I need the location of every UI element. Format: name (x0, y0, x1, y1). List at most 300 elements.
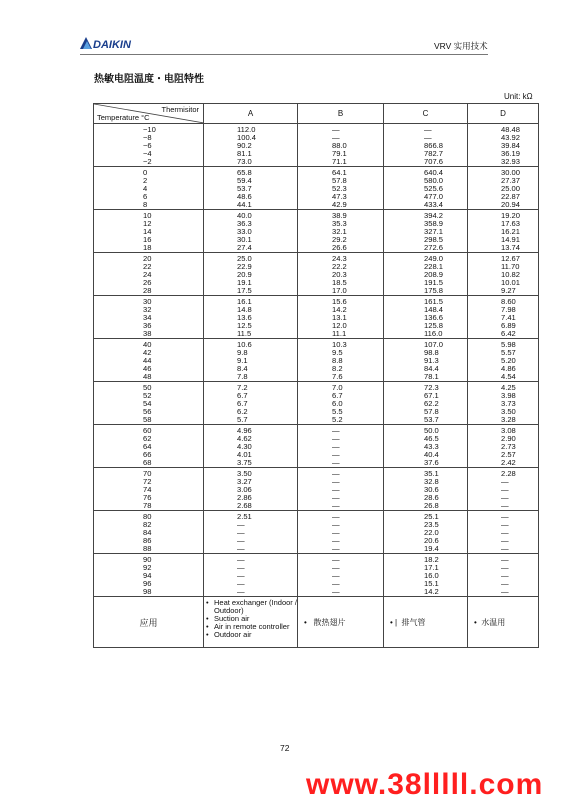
value-cell-c (384, 210, 468, 253)
value-list (94, 554, 203, 596)
value-cell-a (204, 468, 298, 511)
resistance-value: 84.4 (424, 364, 439, 373)
resistance-value: 32.1 (332, 227, 347, 236)
table-row (94, 210, 539, 253)
resistance-value: 2.73 (501, 442, 516, 451)
temperature-value: 48 (143, 372, 152, 381)
resistance-value: 228.1 (424, 262, 444, 271)
resistance-value: — (501, 544, 509, 553)
resistance-value: 161.5 (424, 297, 444, 306)
value-list (204, 296, 297, 338)
value-list (94, 339, 203, 381)
value-cell-a (204, 382, 298, 425)
value-cell-c (384, 167, 468, 210)
resistance-value: 394.2 (424, 211, 444, 220)
resistance-value: — (501, 477, 509, 486)
value-list (94, 511, 203, 553)
value-list (384, 511, 467, 553)
resistance-value: 707.6 (424, 157, 444, 166)
temperature-value: 14 (143, 227, 152, 236)
resistance-value: 40.4 (424, 450, 439, 459)
application-a-item: • Air in remote controller (206, 623, 297, 631)
application-d-text: 水温用 (481, 617, 506, 627)
resistance-value: 53.7 (424, 415, 439, 424)
resistance-value: 29.2 (332, 235, 347, 244)
value-list (384, 167, 467, 209)
value-list (298, 339, 383, 381)
temperature-value: 40 (143, 340, 152, 349)
value-list (204, 339, 297, 381)
resistance-value: 79.1 (332, 149, 347, 158)
value-list (384, 253, 467, 295)
resistance-value: 14.8 (237, 305, 252, 314)
resistance-value: 14.2 (332, 305, 347, 314)
value-list (298, 253, 383, 295)
resistance-value: — (501, 485, 509, 494)
resistance-value: 100.4 (237, 133, 257, 142)
resistance-value: — (332, 442, 340, 451)
value-cell-d (468, 382, 539, 425)
resistance-value: 19.4 (424, 544, 439, 553)
value-list (298, 554, 383, 596)
value-cell-d (468, 210, 539, 253)
value-list (204, 554, 297, 596)
temperature-value: 82 (143, 520, 152, 529)
temperature-cell (94, 296, 204, 339)
resistance-value: 640.4 (424, 168, 444, 177)
resistance-value: 57.8 (424, 407, 439, 416)
resistance-value: 8.60 (501, 297, 516, 306)
resistance-value: 3.06 (237, 485, 252, 494)
temperature-value: 44 (143, 356, 152, 365)
resistance-value: 17.5 (237, 286, 252, 295)
value-list (94, 210, 203, 252)
value-cell-c (384, 296, 468, 339)
resistance-value: 30.00 (501, 168, 521, 177)
temperature-value: 88 (143, 544, 152, 553)
value-cell-c (384, 425, 468, 468)
temperature-cell (94, 468, 204, 511)
resistance-value: 3.75 (237, 458, 252, 467)
value-list (94, 124, 203, 166)
value-cell-b (298, 253, 384, 296)
value-list (298, 425, 383, 467)
value-list (298, 296, 383, 338)
resistance-value: 866.8 (424, 141, 444, 150)
resistance-value: 30.6 (424, 485, 439, 494)
resistance-value: 33.0 (237, 227, 252, 236)
resistance-value: 52.3 (332, 184, 347, 193)
resistance-value: 2.42 (501, 458, 516, 467)
resistance-value: 148.4 (424, 305, 444, 314)
resistance-value: 8.2 (332, 364, 343, 373)
resistance-value: — (332, 485, 340, 494)
resistance-value: 3.27 (237, 477, 252, 486)
value-cell-c (384, 511, 468, 554)
resistance-value: 20.9 (237, 270, 252, 279)
value-list (468, 210, 538, 252)
resistance-value: 18.2 (424, 555, 439, 564)
resistance-value: — (332, 458, 340, 467)
temperature-value: 18 (143, 243, 152, 252)
temperature-value: 64 (143, 442, 152, 451)
temperature-value: 6 (143, 192, 148, 201)
resistance-value: 272.6 (424, 243, 444, 252)
resistance-value: 59.4 (237, 176, 252, 185)
value-list (468, 425, 538, 467)
table-row (94, 425, 539, 468)
temperature-cell (94, 253, 204, 296)
resistance-value: 10.82 (501, 270, 521, 279)
temperature-value: 8 (143, 200, 148, 209)
temperature-cell (94, 511, 204, 554)
resistance-value: 249.0 (424, 254, 444, 263)
temperature-value: 92 (143, 563, 152, 572)
temperature-value: 34 (143, 313, 152, 322)
resistance-value: — (424, 133, 432, 142)
resistance-value: 71.1 (332, 157, 347, 166)
resistance-value: 16.1 (237, 297, 252, 306)
resistance-value: 40.0 (237, 211, 252, 220)
resistance-value: — (501, 512, 509, 521)
temperature-value: 84 (143, 528, 152, 537)
resistance-value: 358.9 (424, 219, 444, 228)
value-cell-c (384, 382, 468, 425)
temperature-value: 24 (143, 270, 152, 279)
resistance-value: 22.9 (237, 262, 252, 271)
resistance-value: 7.6 (332, 372, 343, 381)
value-cell-d (468, 167, 539, 210)
temperature-value: 86 (143, 536, 152, 545)
value-list (94, 425, 203, 467)
value-list (298, 468, 383, 510)
value-list (204, 210, 297, 252)
value-list (384, 425, 467, 467)
value-list (298, 511, 383, 553)
value-cell-a (204, 554, 298, 597)
resistance-value: — (237, 520, 245, 529)
resistance-value: 2.28 (501, 469, 516, 478)
resistance-value: 4.96 (237, 426, 252, 435)
application-c-text: 排气管 (401, 617, 426, 627)
temperature-value: 70 (143, 469, 152, 478)
resistance-value: 14.2 (424, 587, 439, 596)
value-cell-d (468, 425, 539, 468)
value-list (94, 468, 203, 510)
resistance-value: 107.0 (424, 340, 444, 349)
resistance-value: 57.8 (332, 176, 347, 185)
resistance-value: — (501, 579, 509, 588)
resistance-value: 26.8 (424, 501, 439, 510)
application-d: • 水温用 (468, 597, 539, 648)
value-list (204, 511, 297, 553)
temperature-cell (94, 425, 204, 468)
table-row (94, 296, 539, 339)
resistance-value: 7.2 (237, 383, 248, 392)
temperature-value: 98 (143, 587, 152, 596)
resistance-value: 7.8 (237, 372, 248, 381)
temperature-value: 36 (143, 321, 152, 330)
value-list (468, 296, 538, 338)
temperature-cell (94, 124, 204, 167)
resistance-value: — (332, 125, 340, 134)
resistance-value: 37.6 (424, 458, 439, 467)
value-cell-d (468, 554, 539, 597)
resistance-value: 22.87 (501, 192, 521, 201)
resistance-value: 91.3 (424, 356, 439, 365)
value-list (468, 167, 538, 209)
resistance-value: — (501, 587, 509, 596)
value-cell-b (298, 339, 384, 382)
application-c: • | 排气管 (384, 597, 468, 648)
resistance-value: 2.57 (501, 450, 516, 459)
resistance-value: — (237, 571, 245, 580)
resistance-value: 42.9 (332, 200, 347, 209)
temperature-cell (94, 167, 204, 210)
application-b: • 散热翅片 (298, 597, 384, 648)
temperature-value: −10 (143, 125, 156, 134)
resistance-value: 81.1 (237, 149, 252, 158)
resistance-value: — (332, 563, 340, 572)
value-list (204, 124, 297, 166)
value-cell-c (384, 554, 468, 597)
resistance-value: 175.8 (424, 286, 444, 295)
resistance-value: — (237, 536, 245, 545)
unit-label: Unit: kΩ (504, 92, 533, 101)
resistance-value: — (501, 563, 509, 572)
resistance-value: 50.0 (424, 426, 439, 435)
resistance-value: 47.3 (332, 192, 347, 201)
temperature-value: 76 (143, 493, 152, 502)
temperature-value: 46 (143, 364, 152, 373)
value-list (298, 210, 383, 252)
temperature-value: 30 (143, 297, 152, 306)
resistance-value: 3.98 (501, 391, 516, 400)
resistance-value: 6.7 (332, 391, 343, 400)
temperature-value: 52 (143, 391, 152, 400)
value-list (94, 382, 203, 424)
application-a (204, 597, 298, 648)
resistance-value: — (501, 536, 509, 545)
temperature-value: 12 (143, 219, 152, 228)
resistance-value: 5.98 (501, 340, 516, 349)
resistance-value: 7.41 (501, 313, 516, 322)
temperature-value: 68 (143, 458, 152, 467)
value-cell-d (468, 468, 539, 511)
resistance-value: 53.7 (237, 184, 252, 193)
application-a-list (206, 599, 297, 639)
resistance-value: 32.93 (501, 157, 521, 166)
temperature-value: 0 (143, 168, 148, 177)
column-header-b: B (298, 104, 384, 124)
temperature-value: 2 (143, 176, 148, 185)
value-cell-b (298, 296, 384, 339)
resistance-value: 125.8 (424, 321, 444, 330)
application-a-item: • Suction air (206, 615, 297, 623)
resistance-value: — (332, 536, 340, 545)
resistance-value: — (332, 493, 340, 502)
resistance-value: 12.67 (501, 254, 521, 263)
value-cell-a (204, 210, 298, 253)
temperature-value: 50 (143, 383, 152, 392)
resistance-value: 98.8 (424, 348, 439, 357)
resistance-value: 208.9 (424, 270, 444, 279)
resistance-value: 20.6 (424, 536, 439, 545)
resistance-value: — (332, 520, 340, 529)
resistance-value: — (332, 434, 340, 443)
table-row (94, 468, 539, 511)
resistance-value: — (424, 125, 432, 134)
resistance-value: 782.7 (424, 149, 444, 158)
value-cell-c (384, 339, 468, 382)
resistance-value: 191.5 (424, 278, 444, 287)
resistance-value: 112.0 (237, 125, 256, 134)
resistance-value: 17.1 (424, 563, 439, 572)
resistance-value: 43.3 (424, 442, 439, 451)
resistance-value: 5.2 (332, 415, 343, 424)
resistance-value: 9.1 (237, 356, 248, 365)
resistance-value: — (501, 520, 509, 529)
resistance-value: — (332, 587, 340, 596)
resistance-value: 3.73 (501, 399, 516, 408)
resistance-value: 20.94 (501, 200, 521, 209)
temperature-cell (94, 554, 204, 597)
resistance-value: 433.4 (424, 200, 444, 209)
value-cell-c (384, 253, 468, 296)
column-header-d: D (468, 104, 539, 124)
resistance-value: 4.54 (501, 372, 516, 381)
value-list (384, 210, 467, 252)
resistance-value: 62.2 (424, 399, 439, 408)
application-b-text: 散热翅片 (313, 617, 346, 627)
value-cell-a (204, 339, 298, 382)
temperature-value: 42 (143, 348, 152, 357)
resistance-value: 22.2 (332, 262, 347, 271)
resistance-value: — (332, 426, 340, 435)
resistance-value: 6.89 (501, 321, 516, 330)
resistance-value: 16.0 (424, 571, 439, 580)
application-row (94, 597, 539, 648)
application-a-item: • Heat exchanger (Indoor / Outdoor) (206, 599, 297, 615)
temperature-value: 56 (143, 407, 152, 416)
temperature-value: 90 (143, 555, 152, 564)
resistance-value: 11.1 (332, 329, 347, 338)
temperature-value: 32 (143, 305, 152, 314)
resistance-value: 48.6 (237, 192, 252, 201)
resistance-value: — (332, 528, 340, 537)
resistance-value: 27.37 (501, 176, 521, 185)
resistance-value: 13.6 (237, 313, 252, 322)
resistance-value: — (332, 450, 340, 459)
value-cell-d (468, 339, 539, 382)
resistance-value: 3.28 (501, 415, 516, 424)
value-list (204, 167, 297, 209)
resistance-value: 136.6 (424, 313, 444, 322)
resistance-value: 6.0 (332, 399, 343, 408)
value-list (468, 253, 538, 295)
resistance-value: 327.1 (424, 227, 444, 236)
resistance-value: — (237, 555, 245, 564)
table-row (94, 253, 539, 296)
column-header-a: A (204, 104, 298, 124)
value-list (468, 339, 538, 381)
resistance-value: — (332, 501, 340, 510)
value-list (468, 382, 538, 424)
resistance-value: 13.1 (332, 313, 347, 322)
resistance-value: 7.98 (501, 305, 516, 314)
value-cell-c (384, 124, 468, 167)
resistance-value: 298.5 (424, 235, 444, 244)
resistance-value: 11.70 (501, 262, 520, 271)
table-row (94, 382, 539, 425)
value-list (298, 382, 383, 424)
resistance-value: 35.1 (424, 469, 439, 478)
resistance-value: 10.3 (332, 340, 347, 349)
resistance-value: 5.7 (237, 415, 248, 424)
resistance-value: 3.08 (501, 426, 516, 435)
table-header-row (94, 104, 539, 124)
resistance-value: 11.5 (237, 329, 252, 338)
resistance-value: — (332, 133, 340, 142)
resistance-value: — (237, 579, 245, 588)
resistance-value: 38.9 (332, 211, 347, 220)
page-number: 72 (280, 743, 290, 753)
value-list (384, 554, 467, 596)
resistance-value: 16.21 (501, 227, 521, 236)
value-cell-d (468, 296, 539, 339)
value-list (204, 253, 297, 295)
section-title: 热敏电阻温度・电阻特性 (94, 74, 204, 85)
temperature-value: 20 (143, 254, 152, 263)
temperature-cell (94, 339, 204, 382)
resistance-value: — (332, 544, 340, 553)
value-list (384, 296, 467, 338)
value-list (298, 167, 383, 209)
resistance-value: 13.74 (501, 243, 521, 252)
resistance-value: — (501, 571, 509, 580)
resistance-value: 64.1 (332, 168, 347, 177)
resistance-value: 580.0 (424, 176, 444, 185)
resistance-value: 27.4 (237, 243, 252, 252)
resistance-value: — (501, 493, 509, 502)
thermistor-table (93, 103, 539, 648)
value-list (204, 468, 297, 510)
resistance-value: 10.6 (237, 340, 252, 349)
temperature-value: 78 (143, 501, 152, 510)
resistance-value: 46.5 (424, 434, 439, 443)
resistance-value: 15.6 (332, 297, 347, 306)
value-list (298, 124, 383, 166)
resistance-value: 73.0 (237, 157, 252, 166)
value-cell-b (298, 425, 384, 468)
resistance-value: — (237, 544, 245, 553)
value-cell-d (468, 511, 539, 554)
resistance-value: 36.3 (237, 219, 252, 228)
resistance-value: 78.1 (424, 372, 439, 381)
resistance-value: 2.90 (501, 434, 516, 443)
temperature-value: 96 (143, 579, 152, 588)
resistance-value: — (501, 528, 509, 537)
resistance-value: 67.1 (424, 391, 439, 400)
resistance-value: 72.3 (424, 383, 439, 392)
temperature-value: −8 (143, 133, 152, 142)
table-row (94, 339, 539, 382)
logo-text: DAIKIN (93, 39, 131, 50)
resistance-value: 9.27 (501, 286, 516, 295)
resistance-value: 4.25 (501, 383, 516, 392)
resistance-value: — (332, 571, 340, 580)
temperature-value: 38 (143, 329, 152, 338)
